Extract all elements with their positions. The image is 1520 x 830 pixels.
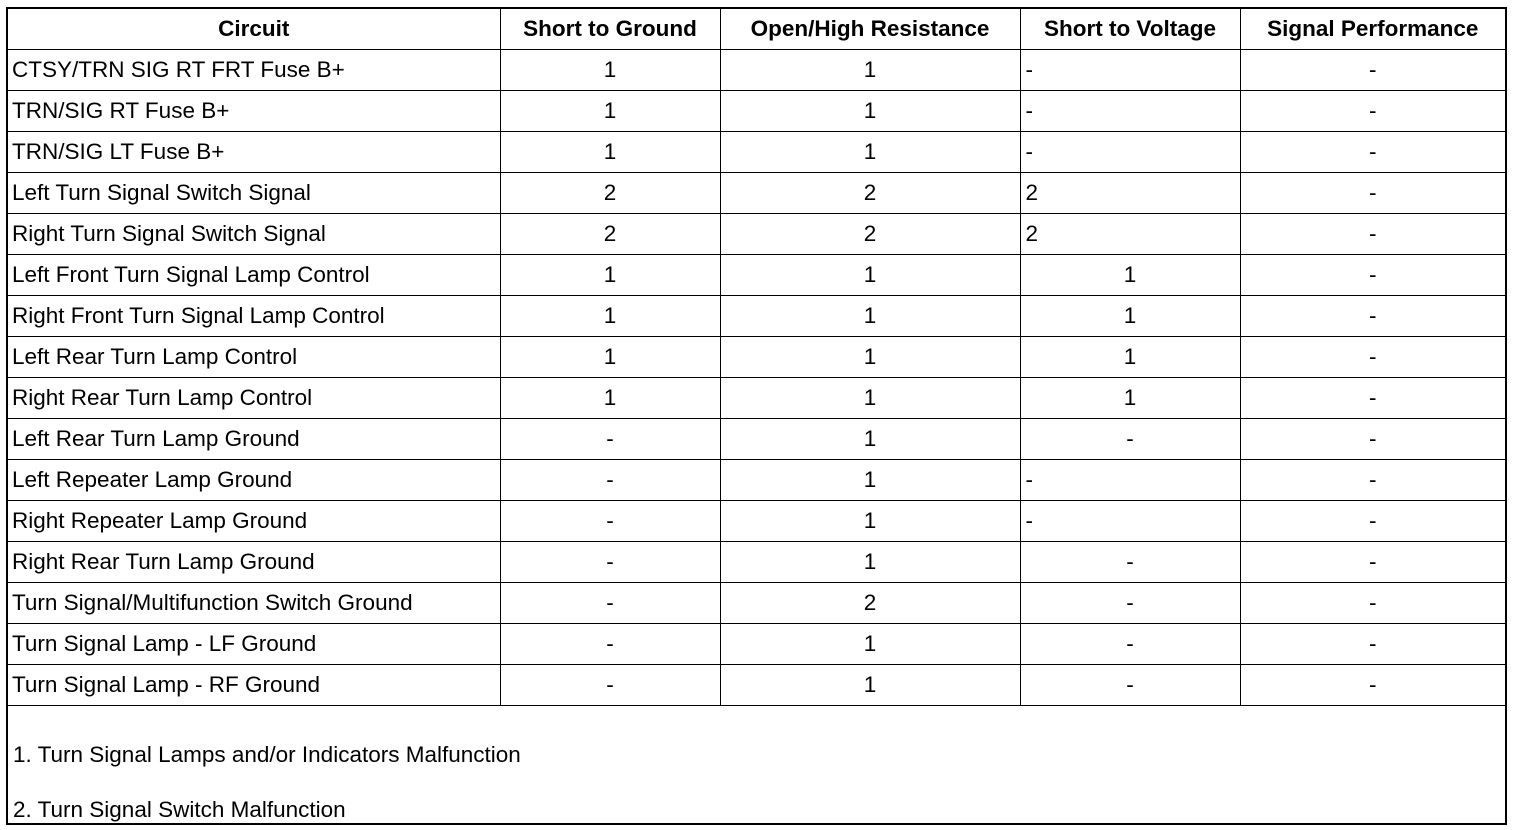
open-high-resistance-value: 1 xyxy=(720,90,1020,131)
circuit-name: TRN/SIG LT Fuse B+ xyxy=(8,131,500,172)
table-row xyxy=(8,49,1505,90)
short-to-ground-value: - xyxy=(500,418,720,459)
circuit-name: CTSY/TRN SIG RT FRT Fuse B+ xyxy=(8,49,500,90)
open-high-resistance-value: 2 xyxy=(720,213,1020,254)
short-to-voltage-value: - xyxy=(1020,500,1240,541)
circuit-name: Left Repeater Lamp Ground xyxy=(8,459,500,500)
short-to-ground-value: 1 xyxy=(500,377,720,418)
table-row xyxy=(8,582,1505,623)
circuit-name: Right Rear Turn Lamp Ground xyxy=(8,541,500,582)
short-to-voltage-value: 1 xyxy=(1020,377,1240,418)
open-high-resistance-value: 1 xyxy=(720,336,1020,377)
circuit-name: Right Front Turn Signal Lamp Control xyxy=(8,295,500,336)
short-to-ground-value: - xyxy=(500,500,720,541)
short-to-ground-value: 1 xyxy=(500,90,720,131)
column-header-short-to-ground: Short to Ground xyxy=(500,9,720,49)
signal-performance-value: - xyxy=(1240,459,1505,500)
signal-performance-value: - xyxy=(1240,131,1505,172)
open-high-resistance-value: 1 xyxy=(720,254,1020,295)
short-to-voltage-value: 2 xyxy=(1020,213,1240,254)
signal-performance-value: - xyxy=(1240,500,1505,541)
short-to-ground-value: - xyxy=(500,623,720,664)
open-high-resistance-value: 1 xyxy=(720,623,1020,664)
short-to-voltage-value: - xyxy=(1020,582,1240,623)
column-header-signal-performance: Signal Performance xyxy=(1240,9,1505,49)
open-high-resistance-value: 1 xyxy=(720,664,1020,705)
circuit-name: Turn Signal Lamp - RF Ground xyxy=(8,664,500,705)
signal-performance-value: - xyxy=(1240,582,1505,623)
short-to-ground-value: 2 xyxy=(500,172,720,213)
circuit-name: Left Rear Turn Lamp Control xyxy=(8,336,500,377)
column-header-open-high-resistance: Open/High Resistance xyxy=(720,9,1020,49)
short-to-ground-value: 1 xyxy=(500,254,720,295)
short-to-ground-value: 1 xyxy=(500,131,720,172)
circuit-name: Left Turn Signal Switch Signal xyxy=(8,172,500,213)
footnote-1: 1. Turn Signal Lamps and/or Indicators Malfunction xyxy=(13,742,521,767)
signal-performance-value: - xyxy=(1240,90,1505,131)
open-high-resistance-value: 1 xyxy=(720,418,1020,459)
short-to-voltage-value: 1 xyxy=(1020,336,1240,377)
circuit-name: Left Front Turn Signal Lamp Control xyxy=(8,254,500,295)
open-high-resistance-value: 1 xyxy=(720,295,1020,336)
table-row xyxy=(8,295,1505,336)
signal-performance-value: - xyxy=(1240,172,1505,213)
table-row xyxy=(8,131,1505,172)
open-high-resistance-value: 2 xyxy=(720,582,1020,623)
circuit-name: Turn Signal/Multifunction Switch Ground xyxy=(8,582,500,623)
signal-performance-value: - xyxy=(1240,295,1505,336)
table-row xyxy=(8,664,1505,705)
table-row xyxy=(8,500,1505,541)
short-to-voltage-value: - xyxy=(1020,541,1240,582)
table-row xyxy=(8,541,1505,582)
signal-performance-value: - xyxy=(1240,418,1505,459)
short-to-ground-value: 2 xyxy=(500,213,720,254)
short-to-ground-value: 1 xyxy=(500,295,720,336)
diagnostic-table-sheet xyxy=(6,7,1507,825)
column-header-short-to-voltage: Short to Voltage xyxy=(1020,9,1240,49)
circuit-fault-table xyxy=(8,9,1505,706)
signal-performance-value: - xyxy=(1240,49,1505,90)
circuit-name: Right Rear Turn Lamp Control xyxy=(8,377,500,418)
signal-performance-value: - xyxy=(1240,541,1505,582)
column-header-circuit: Circuit xyxy=(8,9,500,49)
short-to-voltage-value: - xyxy=(1020,459,1240,500)
open-high-resistance-value: 1 xyxy=(720,541,1020,582)
short-to-voltage-value: 1 xyxy=(1020,254,1240,295)
signal-performance-value: - xyxy=(1240,213,1505,254)
table-row xyxy=(8,377,1505,418)
open-high-resistance-value: 1 xyxy=(720,131,1020,172)
short-to-ground-value: - xyxy=(500,541,720,582)
signal-performance-value: - xyxy=(1240,254,1505,295)
open-high-resistance-value: 1 xyxy=(720,377,1020,418)
short-to-voltage-value: - xyxy=(1020,90,1240,131)
table-row xyxy=(8,213,1505,254)
short-to-voltage-value: - xyxy=(1020,623,1240,664)
short-to-voltage-value: - xyxy=(1020,49,1240,90)
short-to-ground-value: 1 xyxy=(500,336,720,377)
open-high-resistance-value: 2 xyxy=(720,172,1020,213)
circuit-name: Left Rear Turn Lamp Ground xyxy=(8,418,500,459)
short-to-voltage-value: - xyxy=(1020,418,1240,459)
footnote-2: 2. Turn Signal Switch Malfunction xyxy=(13,797,346,822)
circuit-name: TRN/SIG RT Fuse B+ xyxy=(8,90,500,131)
short-to-voltage-value: - xyxy=(1020,131,1240,172)
table-row xyxy=(8,623,1505,664)
short-to-ground-value: - xyxy=(500,459,720,500)
table-header-row xyxy=(8,9,1505,49)
short-to-ground-value: 1 xyxy=(500,49,720,90)
signal-performance-value: - xyxy=(1240,377,1505,418)
table-body xyxy=(8,49,1505,705)
signal-performance-value: - xyxy=(1240,336,1505,377)
short-to-voltage-value: 1 xyxy=(1020,295,1240,336)
circuit-name: Right Repeater Lamp Ground xyxy=(8,500,500,541)
open-high-resistance-value: 1 xyxy=(720,49,1020,90)
table-row xyxy=(8,336,1505,377)
table-row xyxy=(8,254,1505,295)
circuit-name: Turn Signal Lamp - LF Ground xyxy=(8,623,500,664)
open-high-resistance-value: 1 xyxy=(720,459,1020,500)
open-high-resistance-value: 1 xyxy=(720,500,1020,541)
short-to-ground-value: - xyxy=(500,582,720,623)
short-to-voltage-value: - xyxy=(1020,664,1240,705)
table-row xyxy=(8,172,1505,213)
signal-performance-value: - xyxy=(1240,664,1505,705)
short-to-ground-value: - xyxy=(500,664,720,705)
table-row xyxy=(8,90,1505,131)
signal-performance-value: - xyxy=(1240,623,1505,664)
circuit-name: Right Turn Signal Switch Signal xyxy=(8,213,500,254)
table-row xyxy=(8,418,1505,459)
table-row xyxy=(8,459,1505,500)
short-to-voltage-value: 2 xyxy=(1020,172,1240,213)
